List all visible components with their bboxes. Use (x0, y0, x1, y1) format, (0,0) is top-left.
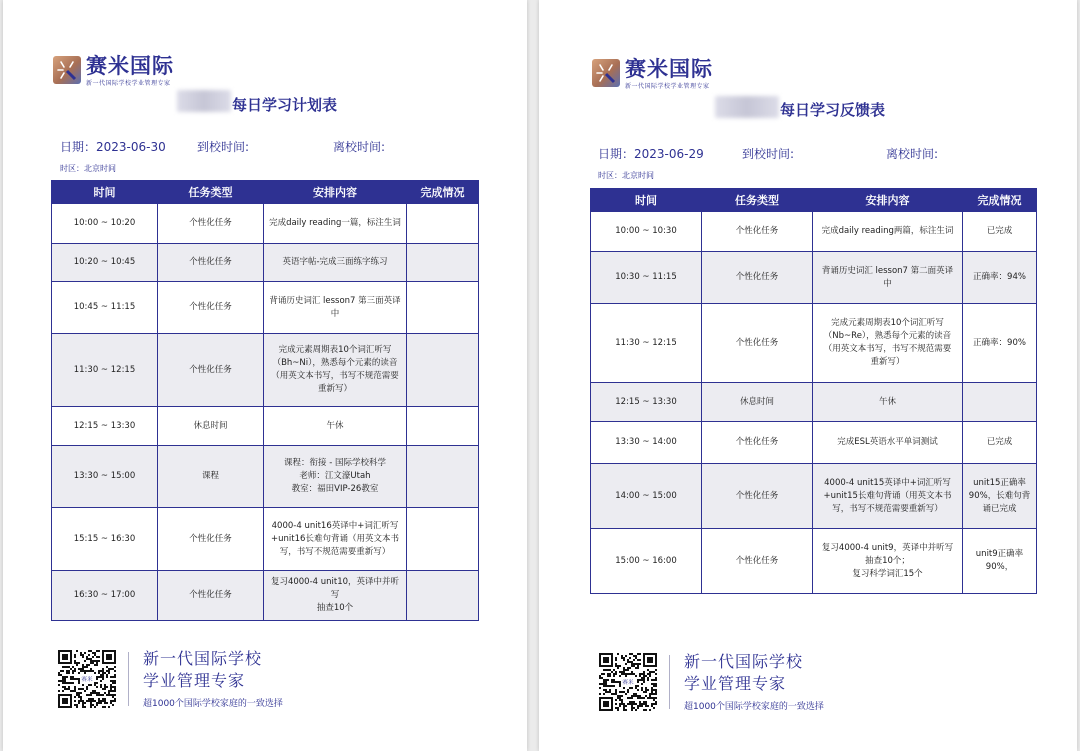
column-header: 时间 (52, 181, 158, 204)
leave-time-label: 离校时间: (886, 147, 939, 161)
status-line: 正确率：90% (973, 337, 1026, 348)
content-line: 重新写） (870, 357, 905, 367)
content-line: 抽查10个； (865, 555, 910, 566)
content-line: 课程：衔接 - 国际学校科学 (284, 458, 386, 468)
task-type-cell: 休息时间 (702, 383, 813, 422)
status-cell (407, 282, 479, 334)
content-cell (813, 529, 963, 594)
plan-page (3, 0, 527, 751)
content-line: 中 (883, 278, 892, 289)
column-header: 安排内容 (264, 181, 407, 204)
redacted-student-name (177, 90, 231, 112)
status-line: unit15正确率 (973, 477, 1026, 488)
content-line: 背诵历史词汇 lesson7 第二面英译 (821, 265, 954, 276)
status-line: 90%，长难句背 (968, 490, 1031, 501)
time-cell: 15:15 ~ 16:30 (52, 508, 158, 571)
brand-tagline: 新一代国际学校学业管理专家 (625, 83, 710, 90)
brand-name: 赛米国际 (86, 54, 174, 78)
table-row (591, 422, 1037, 464)
time-cell: 10:20 ~ 10:45 (52, 244, 158, 282)
content-line: 中 (330, 308, 340, 319)
content-line: 4000-4 unit15英译中+词汇听写 (824, 477, 951, 488)
task-type-cell: 个性化任务 (702, 304, 813, 383)
table-row (52, 446, 479, 508)
footer-slogan-line3: 超1000个国际学校家庭的一致选择 (143, 699, 283, 709)
content-cell (813, 304, 963, 383)
content-line: 复习4000-4 unit9，英译中并听写 (821, 542, 954, 553)
task-type-cell: 个性化任务 (158, 571, 264, 621)
brand-logo-icon (53, 56, 81, 84)
table-row (52, 407, 479, 446)
content-line: 教室：福田VIP-26教室 (291, 484, 379, 494)
content-cell (264, 334, 407, 407)
time-cell: 14:00 ~ 15:00 (591, 464, 702, 529)
time-cell: 15:00 ~ 16:00 (591, 529, 702, 594)
brand-logo (592, 57, 713, 90)
timezone-label: 时区：北京时间 (60, 164, 116, 173)
content-cell (813, 383, 963, 422)
footer-divider (128, 652, 129, 706)
arrive-time-label: 到校时间: (742, 147, 795, 161)
time-cell: 12:15 ~ 13:30 (591, 383, 702, 422)
table-row (591, 464, 1037, 529)
time-cell: 11:30 ~ 12:15 (591, 304, 702, 383)
content-cell (264, 571, 407, 621)
date-label: 日期：2023-06-29 (598, 147, 704, 161)
table-row (52, 204, 479, 244)
footer-slogan-line3: 超1000个国际学校家庭的一致选择 (684, 702, 824, 712)
time-cell: 16:30 ~ 17:00 (52, 571, 158, 621)
footer-slogan-line1: 新一代国际学校 (684, 652, 804, 671)
footer-slogan-line1: 新一代国际学校 (143, 649, 263, 668)
column-header: 完成情况 (407, 181, 479, 204)
content-line: （Bh~Ni），熟悉每个元素的读音 (272, 358, 398, 368)
content-line: 4000-4 unit16英译中+词汇听写 (271, 520, 399, 531)
status-cell (407, 334, 479, 407)
arrive-time-label: 到校时间: (197, 140, 250, 154)
footer-slogan-line2: 学业管理专家 (143, 671, 246, 690)
content-cell (813, 212, 963, 252)
status-line: 正确率：94% (973, 272, 1026, 282)
task-type-cell: 个性化任务 (158, 508, 264, 571)
content-line: +unit16长难句背诵（用英文本书 (271, 533, 399, 544)
brand-tagline: 新一代国际学校学业管理专家 (86, 80, 171, 87)
footer-divider (669, 655, 670, 709)
status-cell (407, 571, 479, 621)
content-line: 写，书写不规范需要重新写） (832, 503, 943, 514)
page-title: 每日学习反馈表 (780, 101, 886, 119)
content-cell (264, 244, 407, 282)
qr-code (58, 650, 116, 708)
table-row (52, 244, 479, 282)
content-line: 午休 (326, 420, 344, 431)
qr-center-label: 赛米 (622, 679, 634, 686)
status-cell (407, 407, 479, 446)
page-footer (599, 651, 824, 712)
content-line: 写，书写不规范需要重新写） (279, 546, 391, 557)
time-cell: 10:30 ~ 11:15 (591, 252, 702, 304)
column-header: 任务类型 (158, 181, 264, 204)
task-type-cell: 课程 (158, 446, 264, 508)
status-line: 已完成 (986, 226, 1013, 236)
status-line: 90%， (985, 562, 1014, 572)
task-type-cell: 个性化任务 (702, 529, 813, 594)
column-header: 安排内容 (813, 189, 963, 212)
timezone-label: 时区：北京时间 (598, 171, 654, 180)
content-line: （用英文本书写，书写不规范需要 (271, 371, 399, 381)
task-type-cell: 个性化任务 (158, 204, 264, 244)
status-line: 已完成 (986, 437, 1013, 447)
task-type-cell: 个性化任务 (158, 244, 264, 282)
feedback-table (590, 188, 1037, 594)
task-type-cell: 休息时间 (158, 407, 264, 446)
content-cell (813, 422, 963, 464)
content-line: 英语字帖-完成三面练字练习 (282, 257, 388, 267)
status-cell (963, 304, 1037, 383)
table-row (52, 334, 479, 407)
column-header: 时间 (591, 189, 702, 212)
content-line: 完成daily reading一篇，标注生词 (269, 218, 401, 228)
content-line: +unit15长难句背诵（用英文本书 (823, 490, 952, 501)
task-type-cell: 个性化任务 (702, 464, 813, 529)
content-cell (813, 252, 963, 304)
brand-name: 赛米国际 (625, 57, 713, 81)
table-row (52, 282, 479, 334)
content-line: 午休 (878, 396, 896, 407)
content-line: （Nb~Re），熟悉每个元素的读音 (823, 331, 952, 341)
table-row (591, 304, 1037, 383)
qr-code (599, 653, 657, 711)
time-cell: 10:00 ~ 10:20 (52, 204, 158, 244)
content-line: 复习4000-4 unit10，英译中并听写 (270, 577, 400, 600)
status-cell (963, 464, 1037, 529)
table-row (591, 252, 1037, 304)
column-header: 任务类型 (702, 189, 813, 212)
table-row (591, 212, 1037, 252)
content-line: 复习科学词汇15个 (852, 568, 923, 579)
feedback-page (539, 0, 1077, 751)
content-cell (264, 446, 407, 508)
content-line: 抽查10个 (316, 603, 354, 613)
table-row (52, 571, 479, 621)
status-cell (407, 244, 479, 282)
time-cell: 13:30 ~ 15:00 (52, 446, 158, 508)
status-cell (407, 204, 479, 244)
status-cell (963, 252, 1037, 304)
content-line: 重新写） (317, 384, 352, 394)
time-cell: 10:45 ~ 11:15 (52, 282, 158, 334)
qr-center-label: 赛米 (81, 676, 93, 683)
content-cell (264, 508, 407, 571)
table-row (591, 383, 1037, 422)
brand-logo (53, 54, 174, 87)
task-type-cell: 个性化任务 (158, 282, 264, 334)
status-cell (963, 529, 1037, 594)
content-line: 完成元素周期表10个词汇听写 (831, 318, 944, 328)
table-row (591, 529, 1037, 594)
brand-logo-icon (592, 59, 620, 87)
content-cell (264, 282, 407, 334)
content-line: 完成元素周期表10个词汇听写 (278, 345, 392, 355)
status-cell (407, 508, 479, 571)
content-line: （用英文本书写，书写不规范需要 (823, 344, 952, 354)
task-type-cell: 个性化任务 (702, 212, 813, 252)
time-cell: 13:30 ~ 14:00 (591, 422, 702, 464)
status-cell (407, 446, 479, 508)
footer-slogan-line2: 学业管理专家 (684, 674, 787, 693)
status-cell (963, 422, 1037, 464)
leave-time-label: 离校时间: (333, 140, 386, 154)
content-cell (813, 464, 963, 529)
content-line: 背诵历史词汇 lesson7 第三面英译 (269, 295, 401, 306)
status-line: 诵已完成 (982, 503, 1017, 514)
time-cell: 12:15 ~ 13:30 (52, 407, 158, 446)
date-label: 日期：2023-06-30 (60, 140, 166, 154)
time-cell: 11:30 ~ 12:15 (52, 334, 158, 407)
redacted-student-name (715, 96, 779, 118)
page-footer (58, 648, 283, 709)
column-header: 完成情况 (963, 189, 1037, 212)
status-line: unit9正确率 (975, 549, 1024, 559)
task-type-cell: 个性化任务 (702, 252, 813, 304)
content-cell (264, 204, 407, 244)
page-title: 每日学习计划表 (232, 96, 338, 114)
table-row (52, 508, 479, 571)
content-line: 完成ESL英语水平单词测试 (837, 437, 938, 447)
status-cell (963, 212, 1037, 252)
content-line: 老师：江文濠Utah (299, 471, 371, 481)
time-cell: 10:00 ~ 10:30 (591, 212, 702, 252)
task-type-cell: 个性化任务 (702, 422, 813, 464)
task-type-cell: 个性化任务 (158, 334, 264, 407)
content-line: 完成daily reading两篇，标注生词 (821, 226, 954, 236)
content-cell (264, 407, 407, 446)
status-cell (963, 383, 1037, 422)
plan-table (51, 180, 479, 621)
